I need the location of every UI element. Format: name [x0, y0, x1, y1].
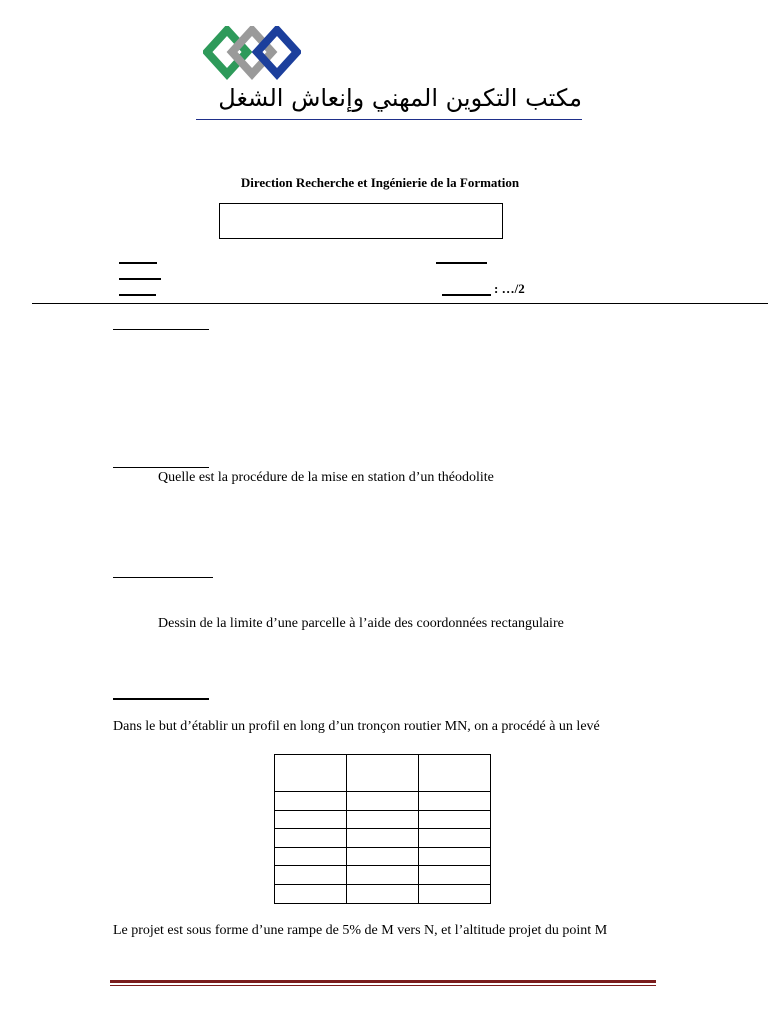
question-2-text: Dessin de la limite d’une parcelle à l’aide des coordonnées rectangulaire [158, 616, 564, 631]
question-3-project: Le projet est sous forme d’une rampe de 5% de M vers N, et l’altitude projet du point M [113, 923, 608, 938]
footer-rule-thin [110, 985, 656, 986]
section-heading-underline [113, 329, 209, 330]
table-cell [275, 829, 347, 848]
info-underline [119, 262, 157, 264]
table-cell [347, 866, 419, 885]
info-underline [442, 294, 491, 296]
table-cell [347, 755, 419, 792]
table-row [275, 884, 491, 903]
question-3-intro: Dans le but d’établir un profil en long d’un tronçon routier MN, on a procédé à un levé [113, 719, 600, 734]
table-cell [347, 829, 419, 848]
arabic-institution-title: مكتب التكوين المهني وإنعاش الشغل [218, 84, 582, 112]
table-cell [275, 866, 347, 885]
table-cell [347, 847, 419, 866]
info-underline [436, 262, 487, 264]
info-underline [119, 294, 156, 296]
header-rule [196, 119, 582, 120]
question-1-text: Quelle est la procédure de la mise en station d’un théodolite [158, 470, 494, 485]
table-row [275, 810, 491, 829]
page-counter: : …/2 [494, 281, 525, 296]
section-heading-underline [113, 467, 209, 468]
separator-line [32, 303, 768, 304]
footer-rule [110, 980, 656, 983]
table-cell [419, 884, 491, 903]
info-underline [119, 278, 161, 280]
table-header-row [275, 755, 491, 792]
table-row [275, 847, 491, 866]
table-row [275, 829, 491, 848]
section-heading-underline [113, 698, 209, 700]
survey-table [274, 754, 491, 904]
table-cell [347, 792, 419, 811]
table-cell [419, 792, 491, 811]
table-cell [275, 884, 347, 903]
table-cell [419, 866, 491, 885]
table-cell [275, 810, 347, 829]
direction-title: Direction Recherche et Ingénierie de la Formation [240, 175, 520, 190]
table-cell [419, 847, 491, 866]
table-cell [347, 810, 419, 829]
table-cell [275, 847, 347, 866]
table-cell [419, 755, 491, 792]
title-box [219, 203, 503, 239]
table-cell [347, 884, 419, 903]
table-row [275, 866, 491, 885]
section-heading-underline [113, 577, 213, 578]
table-row [275, 792, 491, 811]
table-cell [275, 755, 347, 792]
ofppt-logo [203, 26, 301, 84]
table-cell [275, 792, 347, 811]
table-cell [419, 810, 491, 829]
table-cell [419, 829, 491, 848]
